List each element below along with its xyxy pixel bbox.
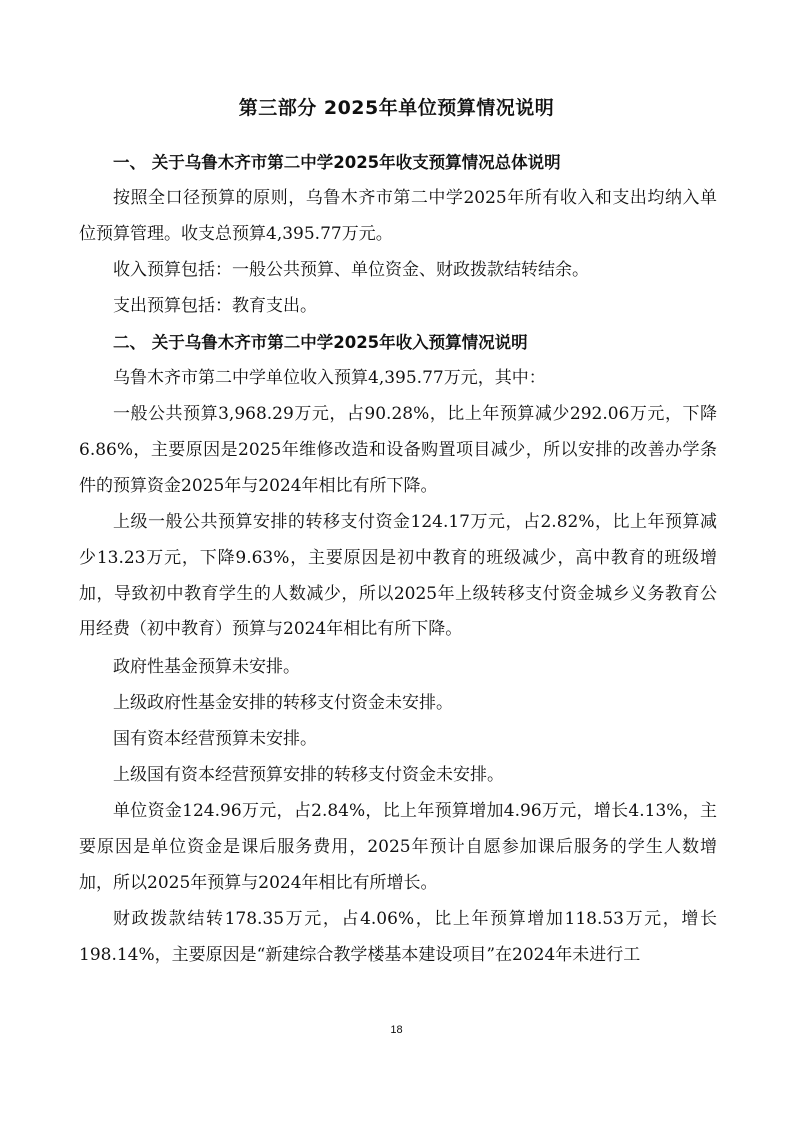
section-2-heading: 二、 关于乌鲁木齐市第二中学2025年收入预算情况说明 [113, 333, 528, 352]
section-2-paragraph-6: 国有资本经营预算未安排。 [113, 729, 317, 749]
section-1-paragraph-2: 收入预算包括：一般公共预算、单位资金、财政拨款结转结余。 [113, 260, 589, 280]
section-2-paragraph-5: 上级政府性基金安排的转移支付资金未安排。 [113, 693, 453, 713]
page-title: 第三部分 2025年单位预算情况说明 [238, 97, 555, 119]
section-2-paragraph-1: 乌鲁木齐市第二中学单位收入预算4,395.77万元，其中： [113, 368, 546, 388]
section-2-paragraph-9: 财政拨款结转178.35万元，占4.06%，比上年预算增加118.53万元，增长198.14%，主要原因是“新建综合教学楼基本建设项目”在2024年未进行工 [79, 909, 717, 965]
page-number: 18 [390, 1024, 403, 1036]
section-2-paragraph-2: 一般公共预算3,968.29万元，占90.28%，比上年预算减少292.06万元，下降6.86%，主要原因是2025年维修改造和设备购置项目减少，所以安排的改善办学条件的预算资金2025年与2024年相比有所下降。 [79, 404, 717, 496]
section-2-paragraph-4: 政府性基金预算未安排。 [113, 657, 300, 677]
section-1-paragraph-1: 按照全口径预算的原则，乌鲁木齐市第二中学2025年所有收入和支出均纳入单位预算管理。收支总预算4,395.77万元。 [79, 188, 717, 244]
section-2-paragraph-3: 上级一般公共预算安排的转移支付资金124.17万元，占2.82%，比上年预算减少13.23万元，下降9.63%，主要原因是初中教育的班级减少，高中教育的班级增加，导致初中教育学生的人数减少，所以2025年上级转移支付资金城乡义务教育公用经费（初中教育）预算与2024年相比有所下降。 [79, 512, 717, 640]
section-2-paragraph-8: 单位资金124.96万元，占2.84%，比上年预算增加4.96万元，增长4.13%，主要原因是单位资金是课后服务费用，2025年预计自愿参加课后服务的学生人数增加，所以2025年预算与2024年相比有所增长。 [79, 801, 717, 893]
section-2-paragraph-7: 上级国有资本经营预算安排的转移支付资金未安排。 [113, 765, 504, 785]
section-1-paragraph-3: 支出预算包括：教育支出。 [113, 296, 317, 316]
section-1-heading: 一、 关于乌鲁木齐市第二中学2025年收支预算情况总体说明 [113, 153, 561, 172]
